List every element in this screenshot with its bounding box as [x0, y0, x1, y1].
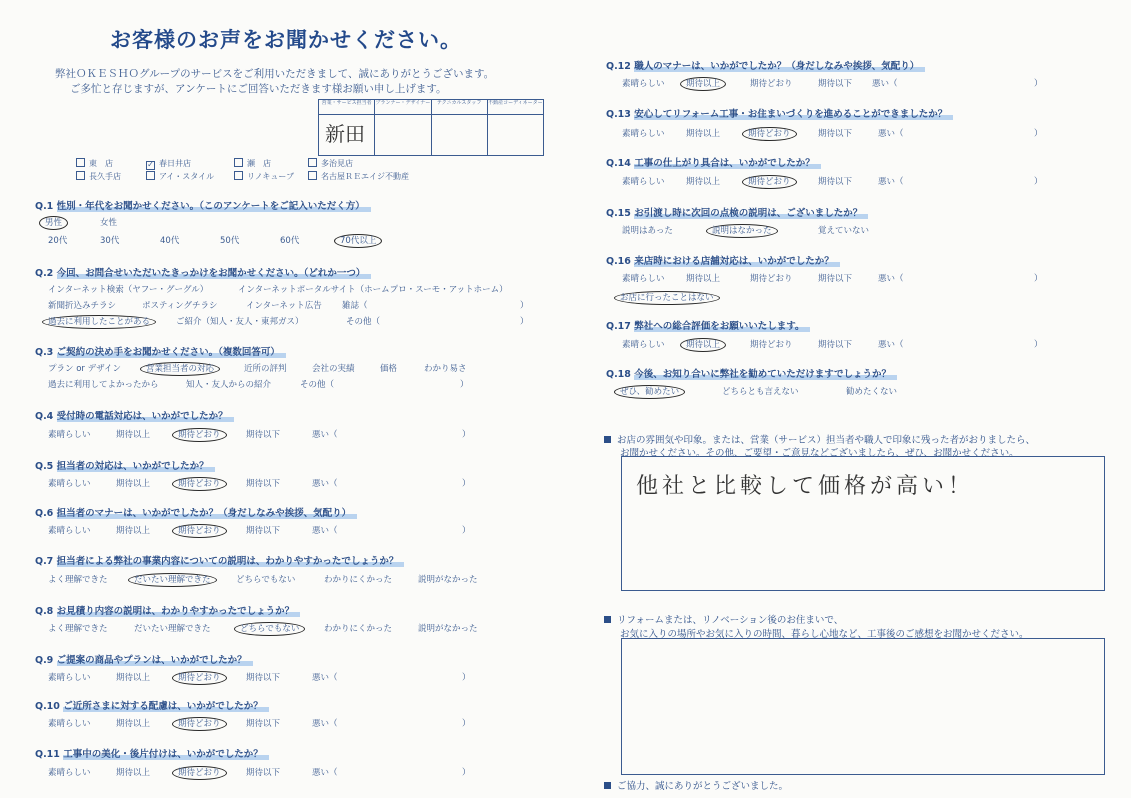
rating-option[interactable]: 素晴らしい [622, 340, 665, 350]
comment-box[interactable] [621, 456, 1105, 591]
rating-option[interactable]: 期待以上 [686, 274, 721, 284]
option[interactable]: 会社の実績 [312, 364, 355, 374]
staff-cell-planner [375, 100, 431, 155]
option[interactable]: 雑誌（ [342, 301, 368, 311]
understand-option[interactable]: 説明がなかった [418, 575, 478, 585]
rating-option[interactable]: 悪い（ [312, 673, 338, 683]
option-paren: ） [462, 719, 471, 729]
question-q3: Q.3 ご契約の決め手をお聞かせください。（複数回答可） [35, 344, 286, 358]
sales-staff-name: 新田 [325, 122, 365, 146]
checkbox[interactable] [308, 158, 317, 167]
question-q4: Q.4 受付時の電話対応は、いかがでしたか？ [35, 408, 234, 422]
option[interactable]: 価格 [380, 364, 398, 374]
rating-option-selected[interactable]: 期待どおり [178, 524, 221, 536]
rating-option-selected[interactable]: 期待以上 [686, 338, 720, 350]
comment-prompt-2: お聞かせください。その他、ご要望・ご意見などございましたら、ぜひ、お聞かせください。 [620, 448, 1019, 459]
understand-option[interactable]: よく理解できた [48, 575, 108, 585]
question-q10: Q.10 ご近所さまに対する配慮は、いかがでしたか？ [35, 698, 269, 712]
rating-option[interactable]: 期待どおり [750, 340, 793, 350]
option-paren: ） [462, 430, 471, 440]
rating-option[interactable]: 期待以下 [818, 79, 853, 89]
option[interactable]: 近所の評判 [244, 364, 287, 374]
rating-option[interactable]: 素晴らしい [48, 479, 91, 489]
option-selected[interactable]: 過去に利用したことがある [48, 315, 150, 327]
understand-option-selected[interactable]: どちらでもない [240, 622, 299, 634]
option-selected[interactable]: ぜひ、勧めたい [620, 385, 679, 397]
question-q8: Q.8 お見積り内容の説明は、わかりやすかったでしょうか？ [35, 603, 300, 617]
rating-option[interactable]: 期待以上 [116, 719, 151, 729]
intro-line-2: ご多忙と存じますが、アンケートにご回答いただきます様お願い申し上げます。 [70, 83, 447, 95]
rating-option[interactable]: 悪い（ [312, 768, 338, 778]
option-age[interactable]: 60代 [280, 236, 300, 246]
checkbox[interactable] [76, 171, 85, 180]
question-q1: Q.1 性別・年代をお聞かせください。（このアンケートをご記入いただく方） [35, 198, 371, 212]
rating-option[interactable]: 期待以下 [818, 177, 853, 187]
understand-option[interactable]: わかりにくかった [324, 624, 393, 634]
rating-option[interactable]: 期待以上 [686, 177, 721, 187]
staff-header: テクニカルスタッフ [432, 100, 487, 115]
rating-option[interactable]: 素晴らしい [48, 768, 91, 778]
option[interactable]: 知人・友人からの紹介 [186, 380, 272, 390]
option-paren: ） [1034, 274, 1043, 284]
checkbox[interactable] [146, 171, 155, 180]
rating-option[interactable]: 素晴らしい [48, 719, 91, 729]
option-paren: ） [1034, 177, 1043, 187]
option-age[interactable]: 30代 [100, 236, 120, 246]
option-age[interactable]: 40代 [160, 236, 180, 246]
rating-option[interactable]: 悪い（ [878, 129, 904, 139]
rating-option[interactable]: 期待以下 [246, 719, 281, 729]
option-male[interactable]: 男性 [45, 216, 62, 228]
option[interactable]: インターネットポータルサイト（ホームプロ・スーモ・アットホーム） [238, 285, 508, 295]
rating-option[interactable]: 悪い（ [878, 177, 904, 187]
rating-option[interactable]: 期待以上 [116, 673, 151, 683]
option-paren: ） [462, 526, 471, 536]
staff-table [318, 99, 544, 156]
option[interactable]: 覚えていない [818, 226, 870, 236]
question-q7: Q.7 担当者による弊社の事業内容についての説明は、わかりやすかったでしょうか？ [35, 553, 404, 567]
option[interactable]: ご紹介（知人・友人・東邦ガス） [176, 317, 304, 327]
option[interactable]: インターネット広告 [246, 301, 322, 311]
option[interactable]: その他（ [346, 317, 381, 327]
staff-header: プランナー・デザイナー [375, 100, 430, 115]
option-paren: ） [462, 479, 471, 489]
rating-option[interactable]: 期待以上 [116, 526, 151, 536]
store-option-checked[interactable]: ✓ 春日井店 [147, 159, 191, 169]
rating-option[interactable]: 素晴らしい [48, 526, 91, 536]
checkbox[interactable] [234, 171, 243, 180]
store-option[interactable]: 東 店 [76, 158, 113, 169]
option[interactable]: わかり易さ [424, 364, 467, 374]
comment-answer: 他社と比較して価格が高い！ [636, 474, 975, 499]
understand-option[interactable]: 説明がなかった [418, 624, 478, 634]
rating-option-selected[interactable]: 期待どおり [178, 428, 221, 440]
staff-cell-realty [488, 100, 543, 155]
option-female[interactable]: 女性 [100, 218, 118, 228]
store-option[interactable]: 瀬 店 [234, 158, 271, 169]
rating-option[interactable]: 期待以上 [116, 430, 151, 440]
rating-option[interactable]: 期待以下 [818, 129, 853, 139]
rating-option[interactable]: 期待以下 [818, 340, 853, 350]
option-age-selected[interactable]: 70代以上 [340, 234, 376, 246]
rating-option[interactable]: 期待以下 [818, 274, 853, 284]
store-option[interactable]: アイ・スタイル [146, 171, 214, 182]
rating-option-selected[interactable]: 期待どおり [748, 175, 791, 187]
question-q16: Q.16 来店時における店舗対応は、いかがでしたか？ [606, 253, 840, 267]
option[interactable]: 新聞折込みチラシ [48, 301, 117, 311]
option-paren: ） [462, 673, 471, 683]
staff-header: 不動産コーディネーター [488, 100, 543, 115]
question-q9: Q.9 ご提案の商品やプランは、いかがでしたか？ [35, 652, 253, 666]
comment-prompt-1: お店の雰囲気や印象。または、営業（サービス）担当者や職人で印象に残った者がおりましたら、 [604, 432, 1035, 446]
impression-box[interactable] [621, 638, 1105, 775]
option-age[interactable]: 20代 [48, 236, 68, 246]
understand-option[interactable]: どちらでもない [236, 575, 296, 585]
rating-option[interactable]: 素晴らしい [622, 274, 665, 284]
option[interactable]: どちらとも言えない [722, 387, 799, 397]
question-q13: Q.13 安心してリフォーム工事・お住まいづくりを進めることができましたか？ [606, 106, 953, 120]
rating-option[interactable]: 素晴らしい [622, 177, 665, 187]
staff-cell-sales [319, 100, 375, 155]
rating-option[interactable]: 素晴らしい [48, 673, 91, 683]
option-selected[interactable]: お店に行ったことはない [620, 291, 714, 303]
rating-option-selected[interactable]: 期待どおり [178, 671, 221, 683]
rating-option[interactable]: 期待どおり [750, 79, 793, 89]
option-paren: ） [520, 317, 529, 327]
rating-option[interactable]: 期待以上 [116, 768, 151, 778]
question-q12: Q.12 職人のマナーは、いかがでしたか？（身だしなみや挨拶、気配り） [606, 58, 925, 72]
option[interactable]: その他（ [300, 380, 335, 390]
rating-option[interactable]: 素晴らしい [48, 430, 91, 440]
rating-option[interactable]: 悪い（ [872, 79, 898, 89]
impression-prompt-1: リフォームまたは、リノベーション後のお住まいで、 [604, 612, 843, 626]
question-q15: Q.15 お引渡し時に次回の点検の説明は、ございましたか？ [606, 205, 868, 219]
rating-option[interactable]: 悪い（ [878, 274, 904, 284]
rating-option[interactable]: 素晴らしい [622, 79, 665, 89]
option-paren: ） [462, 768, 471, 778]
intro-line-1: 弊社ＯＫＥＳＨＯグループのサービスをご利用いただきまして、誠にありがとうございます。 [55, 68, 495, 80]
understand-option[interactable]: わかりにくかった [324, 575, 393, 585]
checkbox-checked[interactable]: ✓ [147, 160, 154, 169]
store-option[interactable]: 名古屋ＲＥエイジ不動産 [308, 171, 409, 182]
understand-option-selected[interactable]: だいたい理解できた [134, 573, 211, 585]
option[interactable]: インターネット検索（ヤフー・グーグル） [48, 285, 209, 295]
rating-option[interactable]: 期待以下 [246, 673, 281, 683]
rating-option[interactable]: 期待どおり [750, 274, 793, 284]
rating-option[interactable]: 悪い（ [312, 526, 338, 536]
question-q18: Q.18 今後、お知り合いに弊社を勧めていただけますでしょうか？ [606, 366, 897, 380]
staff-header: 営業・サービス担当者 [319, 100, 374, 115]
option-paren: ） [1034, 340, 1043, 350]
rating-option-selected[interactable]: 期待どおり [748, 127, 791, 139]
option[interactable]: ポスティングチラシ [142, 301, 218, 311]
option-paren: ） [1034, 79, 1043, 89]
rating-option[interactable]: 悪い（ [878, 340, 904, 350]
rating-option-selected[interactable]: 期待どおり [178, 766, 221, 778]
option-age[interactable]: 50代 [220, 236, 240, 246]
option[interactable]: 説明はあった [622, 226, 673, 236]
rating-option[interactable]: 期待以上 [686, 129, 721, 139]
square-bullet-icon [604, 436, 611, 443]
rating-option[interactable]: 期待以下 [246, 479, 281, 489]
option[interactable]: プラン or デザイン [48, 364, 122, 374]
question-q14: Q.14 工事の仕上がり具合は、いかがでしたか？ [606, 155, 821, 169]
rating-option[interactable]: 期待以下 [246, 430, 281, 440]
question-q2: Q.2 今回、お問合せいただいたきっかけをお聞かせください。（どれか一つ） [35, 265, 371, 279]
option[interactable]: 過去に利用してよかったから [48, 380, 159, 390]
understand-option[interactable]: だいたい理解できた [134, 624, 211, 634]
thanks-text: ご協力、誠にありがとうございました。 [604, 778, 788, 792]
question-q17: Q.17 弊社への総合評価をお願いいたします。 [606, 318, 810, 332]
checkbox[interactable] [308, 171, 317, 180]
option-selected[interactable]: 説明はなかった [712, 224, 772, 236]
impression-prompt-2: お気に入りの場所やお気に入りの時間、暮らし心地など、工事後のご感想をお聞かせください。 [620, 629, 1029, 640]
option-paren: ） [1034, 129, 1043, 139]
option[interactable]: 勧めたくない [846, 387, 898, 397]
rating-option[interactable]: 期待以上 [116, 479, 151, 489]
checkbox[interactable] [234, 158, 243, 167]
question-q6: Q.6 担当者のマナーは、いかがでしたか？（身だしなみや挨拶、気配り） [35, 505, 357, 519]
square-bullet-icon [604, 616, 611, 623]
rating-option[interactable]: 期待以下 [246, 768, 281, 778]
understand-option[interactable]: よく理解できた [48, 624, 108, 634]
store-option[interactable]: 長久手店 [76, 171, 121, 182]
store-option[interactable]: 多治見店 [308, 158, 353, 169]
rating-option[interactable]: 悪い（ [312, 479, 338, 489]
rating-option[interactable]: 悪い（ [312, 719, 338, 729]
square-bullet-icon [604, 782, 611, 789]
staff-cell-tech [432, 100, 488, 155]
option-paren: ） [460, 380, 469, 390]
rating-option[interactable]: 素晴らしい [622, 129, 665, 139]
option-paren: ） [520, 301, 529, 311]
page-title: お客様のお声をお聞かせください。 [110, 28, 462, 52]
rating-option-selected[interactable]: 期待以上 [686, 77, 720, 89]
question-q5: Q.5 担当者の対応は、いかがでしたか？ [35, 458, 215, 472]
option-selected[interactable]: 営業担当者の対応 [146, 362, 214, 374]
question-q11: Q.11 工事中の美化・後片付けは、いかがでしたか？ [35, 746, 269, 760]
rating-option[interactable]: 悪い（ [312, 430, 338, 440]
checkbox[interactable] [76, 158, 85, 167]
store-option[interactable]: リノキューブ [234, 171, 294, 182]
rating-option-selected[interactable]: 期待どおり [178, 477, 221, 489]
rating-option-selected[interactable]: 期待どおり [178, 717, 221, 729]
rating-option[interactable]: 期待以下 [246, 526, 281, 536]
